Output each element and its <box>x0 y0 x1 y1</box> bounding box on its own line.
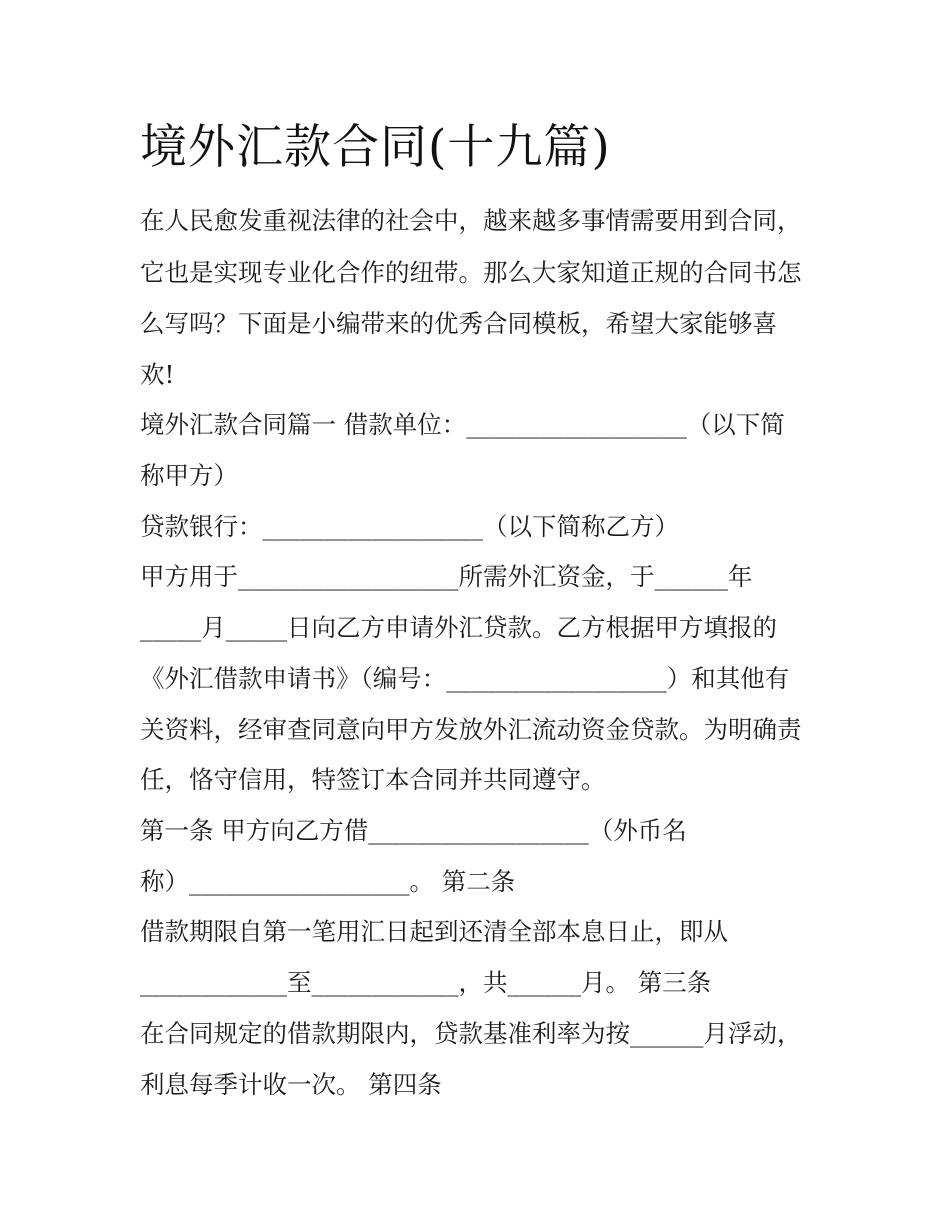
paragraph-line: 在合同规定的借款期限内，贷款基准利率为按______月浮动， <box>140 1019 802 1048</box>
paragraph-line: 么写吗？下面是小编带来的优秀合同模板，希望大家能够喜 <box>140 309 777 338</box>
paragraph-line: 它也是实现专业化合作的纽带。那么大家知道正规的合同书怎 <box>140 258 802 287</box>
paragraph-line: 贷款银行：__________________（以下简称乙方） <box>140 512 679 541</box>
paragraph-line: 关资料，经审查同意向甲方发放外汇流动资金贷款。为明确责 <box>140 715 802 744</box>
paragraph-line: 第一条 甲方向乙方借__________________（外币名 <box>140 816 687 845</box>
paragraph-line: 甲方用于__________________所需外汇资金，于______年 <box>140 562 753 591</box>
paragraph-line: 欢! <box>140 360 175 389</box>
paragraph-line: 利息每季计收一次。 第四条 <box>140 1070 442 1099</box>
paragraph-line: 《外汇借款申请书》（编号：__________________）和其他有 <box>140 664 790 693</box>
document-title: 境外汇款合同(十九篇) <box>140 120 611 175</box>
paragraph-line: 任，恪守信用，特签订本合同并共同遵守。 <box>140 765 606 794</box>
paragraph-line: ____________至____________，共______月。 第三条 <box>140 968 712 997</box>
paragraph-line: 称甲方） <box>140 461 238 490</box>
paragraph-line: 借款期限自第一笔用汇日起到还清全部本息日止，即从 <box>140 917 728 946</box>
paragraph-line: 境外汇款合同篇一 借款单位：__________________（以下简 <box>140 410 785 439</box>
paragraph-line: 在人民愈发重视法律的社会中，越来越多事情需要用到合同， <box>140 206 802 235</box>
paragraph-line: _____月_____日向乙方申请外汇贷款。乙方根据甲方填报的 <box>140 613 777 642</box>
paragraph-line: 称）__________________。 第二条 <box>140 867 516 896</box>
